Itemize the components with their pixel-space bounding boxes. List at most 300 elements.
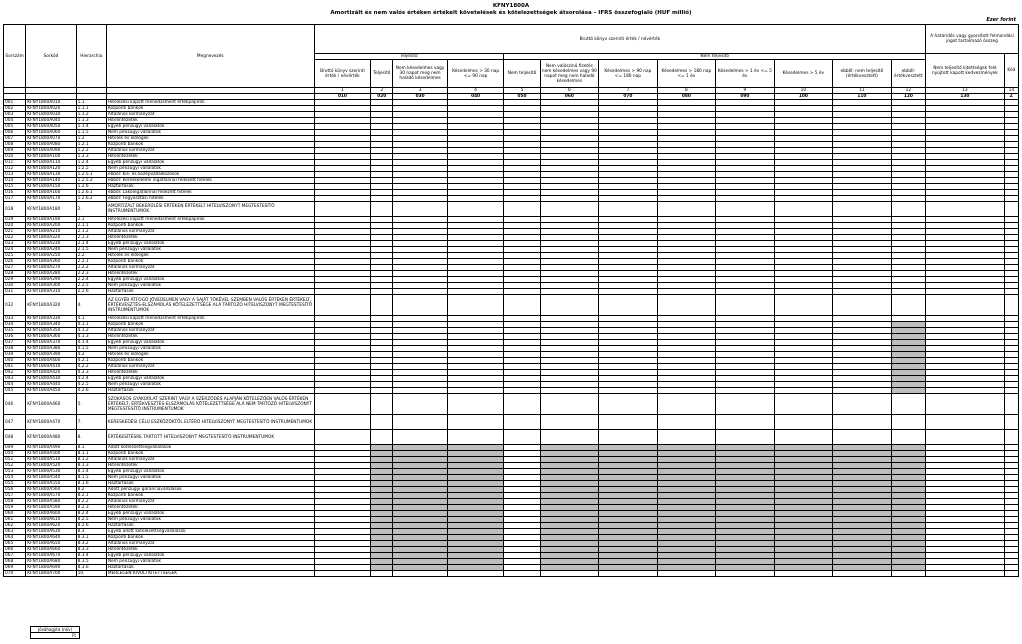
value-cell[interactable]	[504, 394, 540, 415]
col-group-teljesito: Teljesítő	[314, 54, 504, 60]
row-hierarchy: 4.2.3	[76, 370, 106, 376]
row-hierarchy: 1.2.6.1	[76, 190, 106, 196]
row-hierarchy: 1.1	[76, 100, 106, 106]
row-description: Hitelintézetek	[106, 154, 314, 160]
row-code: KFNY1800A300	[26, 283, 76, 289]
value-cell[interactable]	[1004, 394, 1018, 415]
value-cell[interactable]	[599, 415, 658, 430]
row-number: 061	[4, 517, 26, 523]
value-cell[interactable]	[657, 430, 716, 445]
row-code: KFNY1800A460	[26, 394, 76, 415]
row-description: Hitelezési kapott menedzsment értékpapírok	[106, 100, 314, 106]
column-code: 060	[540, 94, 599, 100]
row-description: Egyéb pénzügyi vállalatok	[106, 553, 314, 559]
table-row	[4, 394, 1019, 415]
row-code: KFNY1800A600	[26, 511, 76, 517]
row-number: 048	[4, 430, 26, 445]
row-hierarchy: 8.3.1	[76, 535, 106, 541]
row-number: 031	[4, 289, 26, 295]
row-code: KFNY1800A620	[26, 523, 76, 529]
value-cell[interactable]	[891, 430, 925, 445]
row-code: KFNY1800A350	[26, 328, 76, 334]
column-number: 6	[540, 88, 599, 94]
row-number: 060	[4, 511, 26, 517]
row-description: Adott kötelezettségvállalások	[106, 445, 314, 451]
row-code: KFNY1800A450	[26, 388, 76, 394]
value-cell[interactable]	[716, 394, 775, 415]
row-hierarchy: 2.	[76, 202, 106, 217]
row-number: 047	[4, 415, 26, 430]
row-hierarchy: 8.3.5	[76, 559, 106, 565]
col-c4: Késedelmes > 30 nap <= 90 nap	[447, 60, 503, 88]
row-code: KFNY1800A140	[26, 178, 76, 184]
row-number: 058	[4, 499, 26, 505]
row-code: KFNY1800A200	[26, 223, 76, 229]
row-hierarchy: 1.1.1	[76, 106, 106, 112]
row-hierarchy: 7.	[76, 415, 106, 430]
value-cell[interactable]	[891, 415, 925, 430]
row-code: KFNY1800A240	[26, 247, 76, 253]
value-cell[interactable]	[371, 394, 393, 415]
row-number: 025	[4, 253, 26, 259]
row-hierarchy: 2.1.3	[76, 235, 106, 241]
value-cell[interactable]	[774, 415, 833, 430]
col-c13: Nem teljesítő kitettségek felé nyújtott kapott kedvezmények	[926, 54, 1005, 88]
signature-label: Jóváhagyta (név)	[37, 627, 73, 632]
row-hierarchy: 2.1	[76, 217, 106, 223]
column-code: 020	[371, 94, 393, 100]
row-code: KFNY1800A410	[26, 364, 76, 370]
row-number: 038	[4, 346, 26, 352]
col-c2: Teljesítő	[371, 60, 393, 88]
row-description: Hitelintézetek	[106, 370, 314, 376]
value-cell[interactable]	[599, 394, 658, 415]
row-code: KFNY1800A040	[26, 118, 76, 124]
value-cell[interactable]	[371, 571, 393, 577]
value-cell[interactable]	[504, 430, 540, 445]
row-description: ebből: Kereskedelmi ingatlannal fedezett hitelek	[106, 178, 314, 184]
value-cell[interactable]	[314, 394, 370, 415]
row-hierarchy: 8.3.6	[76, 565, 106, 571]
value-cell[interactable]	[314, 415, 370, 430]
row-description: AMORTIZÁLT BEKERÜLÉSI ÉRTÉKEN ÉRTÉKELT HITELVISZONYT MEGTESTESÍTŐ INSTRUMENTUMOK	[106, 202, 314, 217]
value-cell[interactable]	[504, 295, 540, 316]
column-code: 130	[926, 94, 1005, 100]
row-description: Nem pénzügyi vállalatok	[106, 517, 314, 523]
column-number: 13	[926, 88, 1005, 94]
row-number: 003	[4, 112, 26, 118]
column-code: 110	[833, 94, 892, 100]
row-code: KFNY1800A670	[26, 553, 76, 559]
row-description: Általános kormányzat	[106, 112, 314, 118]
value-cell[interactable]	[891, 394, 925, 415]
row-number: 011	[4, 160, 26, 166]
value-cell[interactable]	[393, 415, 447, 430]
row-hierarchy: 1.2.4	[76, 160, 106, 166]
value-cell[interactable]	[1004, 571, 1018, 577]
value-cell[interactable]	[540, 571, 599, 577]
row-code: KFNY1800A290	[26, 277, 76, 283]
value-cell[interactable]	[393, 571, 447, 577]
value-cell[interactable]	[833, 202, 892, 217]
row-hierarchy: 8.1.1	[76, 451, 106, 457]
column-number: 12	[891, 88, 925, 94]
row-hierarchy: 4.1.1	[76, 322, 106, 328]
row-code: KFNY1800A100	[26, 154, 76, 160]
row-number: 010	[4, 154, 26, 160]
row-code: KFNY1800A280	[26, 271, 76, 277]
value-cell[interactable]	[833, 571, 892, 577]
row-description: Központi bankok	[106, 451, 314, 457]
value-cell[interactable]	[774, 571, 833, 577]
signature-box	[30, 626, 80, 639]
value-cell[interactable]	[540, 295, 599, 316]
value-cell[interactable]	[504, 571, 540, 577]
value-cell[interactable]	[657, 394, 716, 415]
row-code: KFNY1800A120	[26, 166, 76, 172]
row-code: KFNY1800A490	[26, 445, 76, 451]
value-cell[interactable]	[393, 202, 447, 217]
row-description: Háztartások	[106, 523, 314, 529]
value-cell[interactable]	[1004, 430, 1018, 445]
row-code: KFNY1800A430	[26, 376, 76, 382]
row-hierarchy: 8.3.4	[76, 553, 106, 559]
row-description: Egyéb pénzügyi vállalatok	[106, 469, 314, 475]
row-code: KFNY1800A330	[26, 316, 76, 322]
value-cell[interactable]	[716, 295, 775, 316]
row-description: Egyéb pénzügyi vállalatok	[106, 511, 314, 517]
row-hierarchy: 2.2.5	[76, 283, 106, 289]
row-description: Egyéb pénzügyi vállalatok	[106, 277, 314, 283]
value-cell[interactable]	[1004, 202, 1018, 217]
row-code: KFNY1800A500	[26, 451, 76, 457]
col-c11: ebből: nem teljesítő (értékvesztett)	[833, 60, 892, 88]
row-description: Nem pénzügyi vállalatok	[106, 382, 314, 388]
row-number: 068	[4, 559, 26, 565]
value-cell[interactable]	[393, 430, 447, 445]
row-hierarchy: 1.2.5.1	[76, 172, 106, 178]
row-number: 001	[4, 100, 26, 106]
value-cell[interactable]	[447, 394, 503, 415]
row-code: KFNY1800A400	[26, 358, 76, 364]
column-number: 2	[371, 88, 393, 94]
row-description: KERESKEDÉSI CÉLÚ ESZKÖZÖKTŐL ELTÉRŐ HITELVISZONYT MEGTESTESÍTŐ INSTRUMENTUMOK	[106, 415, 314, 430]
row-code: KFNY1800A050	[26, 124, 76, 130]
row-description: Nem pénzügyi vállalatok	[106, 247, 314, 253]
value-cell[interactable]	[599, 295, 658, 316]
row-number: 053	[4, 469, 26, 475]
row-code: KFNY1800A360	[26, 334, 76, 340]
row-code: KFNY1800A560	[26, 487, 76, 493]
value-cell[interactable]	[314, 202, 370, 217]
value-cell[interactable]	[599, 571, 658, 577]
row-hierarchy: 8.2.3	[76, 505, 106, 511]
column-code: 030	[393, 94, 447, 100]
value-cell[interactable]	[926, 571, 1005, 577]
value-cell[interactable]	[774, 394, 833, 415]
row-description: MÉRLEGEN KÍVÜLI KITETTSÉGEK	[106, 571, 314, 577]
row-code: KFNY1800A110	[26, 160, 76, 166]
value-cell[interactable]	[891, 202, 925, 217]
row-hierarchy: 4.1.3	[76, 334, 106, 340]
row-code: KFNY1800A170	[26, 196, 76, 202]
row-number: 026	[4, 259, 26, 265]
value-cell[interactable]	[833, 430, 892, 445]
value-cell[interactable]	[599, 430, 658, 445]
row-number: 018	[4, 202, 26, 217]
value-cell[interactable]	[774, 202, 833, 217]
col-group-felmondasi: A határidős vagy gyorsított felmondási jogot tartalmazó összeg	[926, 25, 1019, 54]
value-cell[interactable]	[1004, 415, 1018, 430]
row-hierarchy: 1.1.5	[76, 130, 106, 136]
row-number: 037	[4, 340, 26, 346]
row-hierarchy: 8.3	[76, 529, 106, 535]
row-number: 009	[4, 148, 26, 154]
row-code: KFNY1800A080	[26, 142, 76, 148]
col-c3: Nem késedelmes vagy 30 napot meg nem haladó késedelmes	[393, 60, 447, 88]
row-hierarchy: 10.	[76, 571, 106, 577]
value-cell[interactable]	[926, 202, 1005, 217]
row-number: 040	[4, 358, 26, 364]
value-cell[interactable]	[447, 415, 503, 430]
row-number: 014	[4, 178, 26, 184]
value-cell[interactable]	[371, 430, 393, 445]
row-hierarchy: 4.2	[76, 352, 106, 358]
row-code: KFNY1800A090	[26, 148, 76, 154]
row-hierarchy: 4.	[76, 295, 106, 316]
value-cell[interactable]	[926, 415, 1005, 430]
row-description: ebből: Lakóingatlannal fedezett hitelek	[106, 190, 314, 196]
row-number: 021	[4, 229, 26, 235]
row-number: 004	[4, 118, 26, 124]
value-cell[interactable]	[833, 415, 892, 430]
row-number: 044	[4, 382, 26, 388]
row-number: 028	[4, 271, 26, 277]
col-sorszam: Sorszám	[4, 25, 26, 88]
row-hierarchy: 2.2	[76, 253, 106, 259]
value-cell[interactable]	[891, 295, 925, 316]
row-hierarchy: 4.1	[76, 316, 106, 322]
row-hierarchy: 4.2.5	[76, 382, 106, 388]
value-cell[interactable]	[657, 202, 716, 217]
row-description: Központi bankok	[106, 358, 314, 364]
row-code: KFNY1800A020	[26, 106, 76, 112]
value-cell[interactable]	[716, 430, 775, 445]
row-number: 069	[4, 565, 26, 571]
row-hierarchy: 5.	[76, 394, 106, 415]
value-cell[interactable]	[774, 430, 833, 445]
value-cell[interactable]	[833, 295, 892, 316]
row-description: Központi bankok	[106, 535, 314, 541]
report-subtitle: Amortizált és nem valós értéken értékelt követelések és kötelezettségek átsorolása – IFRS összefoglaló (HUF millió)	[330, 10, 692, 16]
row-hierarchy: 4.2.4	[76, 376, 106, 382]
value-cell[interactable]	[1004, 295, 1018, 316]
column-number: 5	[504, 88, 540, 94]
row-hierarchy: 8.2.2	[76, 499, 106, 505]
row-hierarchy: 4.2.2	[76, 364, 106, 370]
row-description: Általános kormányzat	[106, 229, 314, 235]
row-code: KFNY1800A180	[26, 202, 76, 217]
row-description: Központi bankok	[106, 493, 314, 499]
row-description: Központi bankok	[106, 106, 314, 112]
value-cell[interactable]	[774, 295, 833, 316]
row-description: Egyéb pénzügyi vállalatok	[106, 241, 314, 247]
value-cell[interactable]	[540, 415, 599, 430]
row-number: 017	[4, 196, 26, 202]
column-number: 11	[833, 88, 892, 94]
row-hierarchy: 2.2.2	[76, 265, 106, 271]
row-code: KFNY1800A700	[26, 571, 76, 577]
row-hierarchy: 8.2.6	[76, 523, 106, 529]
row-description: Hitelintézetek	[106, 118, 314, 124]
value-cell[interactable]	[926, 394, 1005, 415]
row-hierarchy: 1.2.5.2	[76, 178, 106, 184]
row-code: KFNY1800A520	[26, 463, 76, 469]
col-c6: Nem valószínű fizetés nem késedelmes vagy 90 napot meg nem haladó késedelmes	[540, 60, 599, 88]
row-number: 019	[4, 217, 26, 223]
row-hierarchy: 4.1.5	[76, 346, 106, 352]
value-cell[interactable]	[926, 430, 1005, 445]
row-description: Háztartások	[106, 565, 314, 571]
row-description: Háztartások	[106, 388, 314, 394]
row-hierarchy: 1.2	[76, 136, 106, 142]
row-number: 015	[4, 184, 26, 190]
row-code: KFNY1800A320	[26, 295, 76, 316]
row-number: 049	[4, 445, 26, 451]
value-cell[interactable]	[657, 571, 716, 577]
value-cell[interactable]	[371, 202, 393, 217]
value-cell[interactable]	[833, 394, 892, 415]
row-number: 027	[4, 265, 26, 271]
row-code: KFNY1800A230	[26, 241, 76, 247]
row-number: 045	[4, 388, 26, 394]
row-code: KFNY1800A690	[26, 565, 76, 571]
row-code: KFNY1800A630	[26, 529, 76, 535]
row-number: 046	[4, 394, 26, 415]
column-number: 1	[314, 88, 370, 94]
row-hierarchy: 1.2.5	[76, 166, 106, 172]
value-cell[interactable]	[891, 571, 925, 577]
value-cell[interactable]	[504, 415, 540, 430]
row-description: Hitelintézetek	[106, 235, 314, 241]
value-cell[interactable]	[540, 430, 599, 445]
row-number: 042	[4, 370, 26, 376]
row-hierarchy: 1.2.3	[76, 154, 106, 160]
row-code: KFNY1800A260	[26, 259, 76, 265]
value-cell[interactable]	[447, 202, 503, 217]
row-hierarchy: 8.3.2	[76, 541, 106, 547]
value-cell[interactable]	[393, 394, 447, 415]
col-c10: Késedelmes > 5 év	[774, 60, 833, 88]
value-cell[interactable]	[447, 430, 503, 445]
row-hierarchy: 8.1	[76, 445, 106, 451]
col-megnevezes: Megnevezés	[106, 25, 314, 88]
row-number: 057	[4, 493, 26, 499]
row-description: Általános kormányzat	[106, 541, 314, 547]
row-hierarchy: 8.2.4	[76, 511, 106, 517]
row-code: KFNY1800A610	[26, 517, 76, 523]
row-hierarchy: 8.1.4	[76, 469, 106, 475]
value-cell[interactable]	[314, 430, 370, 445]
value-cell[interactable]	[540, 202, 599, 217]
value-cell[interactable]	[371, 415, 393, 430]
row-description: Nem pénzügyi vállalatok	[106, 559, 314, 565]
row-description: SZOKÁSOS GYAKORLAT SZERINT VAGY A SZERZŐDÉS ALAPJÁN KÖTELEZŐEN VALÓS ÉRTÉKEN ÉRTÉKELT, ÉRTÉKVESZTÉS-ELSZÁMOLÁS KÖTELEZETTSÉGE ALÁ NEM TARTOZÓ HITELVISZONYT MEGTESTESÍTŐ INSTRUMENTUMOK	[106, 394, 314, 415]
row-description: Adott pénzügyi garanciavállalások	[106, 487, 314, 493]
row-number: 013	[4, 172, 26, 178]
row-number: 007	[4, 136, 26, 142]
value-cell[interactable]	[371, 295, 393, 316]
row-hierarchy: 8.2	[76, 487, 106, 493]
column-number: 8	[657, 88, 716, 94]
column-code: 080	[657, 94, 716, 100]
row-code: KFNY1800A640	[26, 535, 76, 541]
row-code: KFNY1800A420	[26, 370, 76, 376]
row-number: 050	[4, 451, 26, 457]
col-sorkod: Sorkód	[26, 25, 76, 88]
table-row	[4, 202, 1019, 217]
column-number: 9	[716, 88, 775, 94]
value-cell[interactable]	[716, 202, 775, 217]
row-code: KFNY1800A380	[26, 346, 76, 352]
row-code: KFNY1800A250	[26, 253, 76, 259]
value-cell[interactable]	[599, 202, 658, 217]
row-code: KFNY1800A650	[26, 541, 76, 547]
value-cell[interactable]	[716, 415, 775, 430]
row-number: 005	[4, 124, 26, 130]
column-code: 070	[599, 94, 658, 100]
row-description: Hitelintézetek	[106, 271, 314, 277]
row-code: KFNY1800A550	[26, 481, 76, 487]
value-cell[interactable]	[716, 571, 775, 577]
row-code: KFNY1800A480	[26, 430, 76, 445]
row-code: KFNY1800A470	[26, 415, 76, 430]
row-code: KFNY1800A540	[26, 475, 76, 481]
row-description: ÉRTÉKESÍTÉSRE TARTOTT HITELVISZONYT MEGTESTESÍTŐ INSTRUMENTUMOK	[106, 430, 314, 445]
row-number: 059	[4, 505, 26, 511]
signature-value: Ft	[31, 632, 79, 638]
row-description: Hitelezési kapott menedzsment értékpapírok	[106, 316, 314, 322]
column-code: 010	[314, 94, 370, 100]
value-cell[interactable]	[447, 295, 503, 316]
row-code: KFNY1800A530	[26, 469, 76, 475]
row-hierarchy: 8.2.5	[76, 517, 106, 523]
value-cell[interactable]	[926, 295, 1005, 316]
row-description: ebből: Kis- és középvállalkozások	[106, 172, 314, 178]
row-code: KFNY1800A680	[26, 559, 76, 565]
value-cell[interactable]	[314, 571, 370, 577]
value-cell[interactable]	[657, 295, 716, 316]
value-cell[interactable]	[447, 571, 503, 577]
value-cell[interactable]	[393, 295, 447, 316]
row-number: 067	[4, 553, 26, 559]
row-hierarchy: 8.1.6	[76, 481, 106, 487]
column-code: Z	[1004, 94, 1018, 100]
row-code: KFNY1800A190	[26, 217, 76, 223]
row-description: Általános kormányzat	[106, 148, 314, 154]
value-cell[interactable]	[657, 415, 716, 430]
row-code: KFNY1800A220	[26, 235, 76, 241]
value-cell[interactable]	[504, 202, 540, 217]
column-number: 4	[447, 88, 503, 94]
value-cell[interactable]	[314, 295, 370, 316]
row-number: 064	[4, 535, 26, 541]
col-c8: Késedelmes > 180 nap <= 1 év	[657, 60, 716, 88]
value-cell[interactable]	[540, 394, 599, 415]
row-hierarchy: 1.2.6.2	[76, 196, 106, 202]
row-number: 066	[4, 547, 26, 553]
row-description: Nem pénzügyi vállalatok	[106, 130, 314, 136]
